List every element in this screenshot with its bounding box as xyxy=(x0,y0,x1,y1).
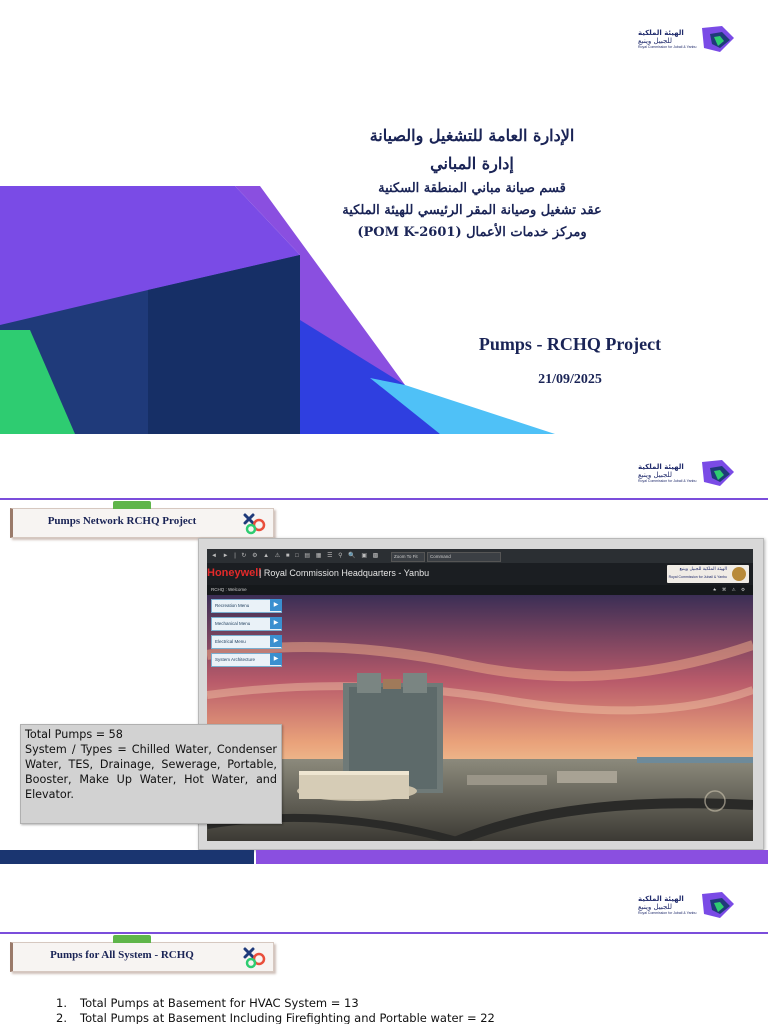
department-title: الإدارة العامة للتشغيل والصيانة xyxy=(369,126,575,145)
pumps-info-box xyxy=(20,724,282,824)
play-icon: ▶ xyxy=(270,599,282,611)
zoom-select[interactable]: Zoom To Fit xyxy=(391,552,425,562)
logo-english-text: Royal Commission for Jubail & Yanbu xyxy=(638,910,697,915)
contract-code: ومركز خدمات الأعمال (POM K-2601) xyxy=(357,225,587,240)
bms-header xyxy=(207,563,753,585)
royal-commission-logo xyxy=(638,890,736,920)
recreation-menu-button[interactable] xyxy=(211,599,282,613)
bms-toolbar xyxy=(207,549,753,563)
footer-bar-navy xyxy=(0,850,254,864)
menu-label: Mechanical Menu xyxy=(215,621,251,626)
honeywell-brand: Honeywell xyxy=(207,567,262,579)
royal-commission-logo xyxy=(638,24,736,54)
tools-icon xyxy=(241,511,269,535)
pump-types-text: System / Types = Chilled Water, Condenser Water, TES, Drainage, Sewerage, Portable, Booster, Make Up Water, Hot Water, and Elevator. xyxy=(25,743,277,801)
logo-english-text: Royal Commission for Jubail & Yanbu xyxy=(638,478,697,483)
project-date: 21/09/2025 xyxy=(538,372,602,387)
play-icon: ▶ xyxy=(270,617,282,629)
logo-arabic-line1: الهيئة الملكية xyxy=(638,462,684,471)
rchq-building-photo xyxy=(207,595,753,841)
section-title: إدارة المباني xyxy=(430,154,514,173)
section-tag-label: Pumps for All System - RCHQ xyxy=(50,949,194,961)
footer-bar-purple xyxy=(256,850,768,864)
bms-screenshot xyxy=(198,538,764,850)
royal-commission-emblem-icon xyxy=(700,24,736,54)
logo-arabic-line2: للجبيل وينبع xyxy=(638,902,672,911)
bms-title: | Royal Commission Headquarters - Yanbu xyxy=(259,568,430,578)
list-number: 1. xyxy=(56,996,67,1010)
menu-label: Recreation Menu xyxy=(215,603,250,608)
logo-arabic-line1: الهيئة الملكية xyxy=(638,894,684,903)
list-item xyxy=(56,996,495,1011)
logo-arabic-line1: الهيئة الملكية xyxy=(638,28,684,37)
arabic-title-block xyxy=(262,122,682,244)
pumps-network-slide xyxy=(0,446,768,866)
total-pumps-text: Total Pumps = 58 xyxy=(25,728,123,741)
contract-title: عقد تشغيل وصيانة المقر الرئيسي للهيئة الملكية xyxy=(342,203,602,218)
badge-emblem-icon xyxy=(732,567,746,581)
logo-arabic-line2: للجبيل وينبع xyxy=(638,36,672,45)
logo-english-text: Royal Commission for Jubail & Yanbu xyxy=(638,44,697,49)
tools-icon xyxy=(241,945,269,969)
title-slide xyxy=(0,0,768,434)
menu-label: System Architecture xyxy=(215,657,256,662)
toolbar-icons: ◄ ► | ↻ ⚙ ▲ ⚠ ■ □ ▤ ▦ ☰ ⚲ 🔍 ▣ ▩ xyxy=(211,553,381,559)
royal-commission-emblem-icon xyxy=(700,890,736,920)
royal-commission-logo xyxy=(638,458,736,488)
menu-label: Electrical Menu xyxy=(215,639,246,644)
section-tag-label: Pumps Network RCHQ Project xyxy=(47,515,197,527)
badge-arabic: الهيئة الملكية للجبيل وينبع xyxy=(679,567,727,572)
logo-arabic-line2: للجبيل وينبع xyxy=(638,470,672,479)
section-tag xyxy=(10,508,274,538)
breadcrumb-tools: ★ ⌘ ⚠ ⚙ xyxy=(712,587,747,592)
unit-title: قسم صيانة مباني المنطقة السكنية xyxy=(378,181,566,196)
list-number: 2. xyxy=(56,1011,67,1024)
bms-breadcrumb xyxy=(207,585,753,595)
header-divider xyxy=(0,498,768,500)
system-architecture-button[interactable] xyxy=(211,653,282,667)
header-divider xyxy=(0,932,768,934)
list-text: Total Pumps at Basement Including Firefighting and Portable water = 22 xyxy=(80,1011,495,1024)
pumps-summary-list xyxy=(56,996,495,1024)
play-icon: ▶ xyxy=(270,635,282,647)
breadcrumb-label: RCHQ : Welcome xyxy=(211,587,247,592)
mechanical-menu-button[interactable] xyxy=(211,617,282,631)
list-item xyxy=(56,1011,495,1024)
project-title: Pumps - RCHQ Project xyxy=(478,334,662,354)
badge-english: Royal Commission for Jubail & Yanbu xyxy=(668,575,727,579)
rc-badge xyxy=(667,565,749,583)
royal-commission-emblem-icon xyxy=(700,458,736,488)
command-input[interactable]: Command xyxy=(427,552,501,562)
play-icon: ▶ xyxy=(270,653,282,665)
pumps-all-systems-slide xyxy=(0,878,768,1024)
tag-tab xyxy=(113,501,151,509)
tag-tab xyxy=(113,935,151,943)
list-text: Total Pumps at Basement for HVAC System = 13 xyxy=(80,996,359,1010)
section-tag xyxy=(10,942,274,972)
electrical-menu-button[interactable] xyxy=(211,635,282,649)
